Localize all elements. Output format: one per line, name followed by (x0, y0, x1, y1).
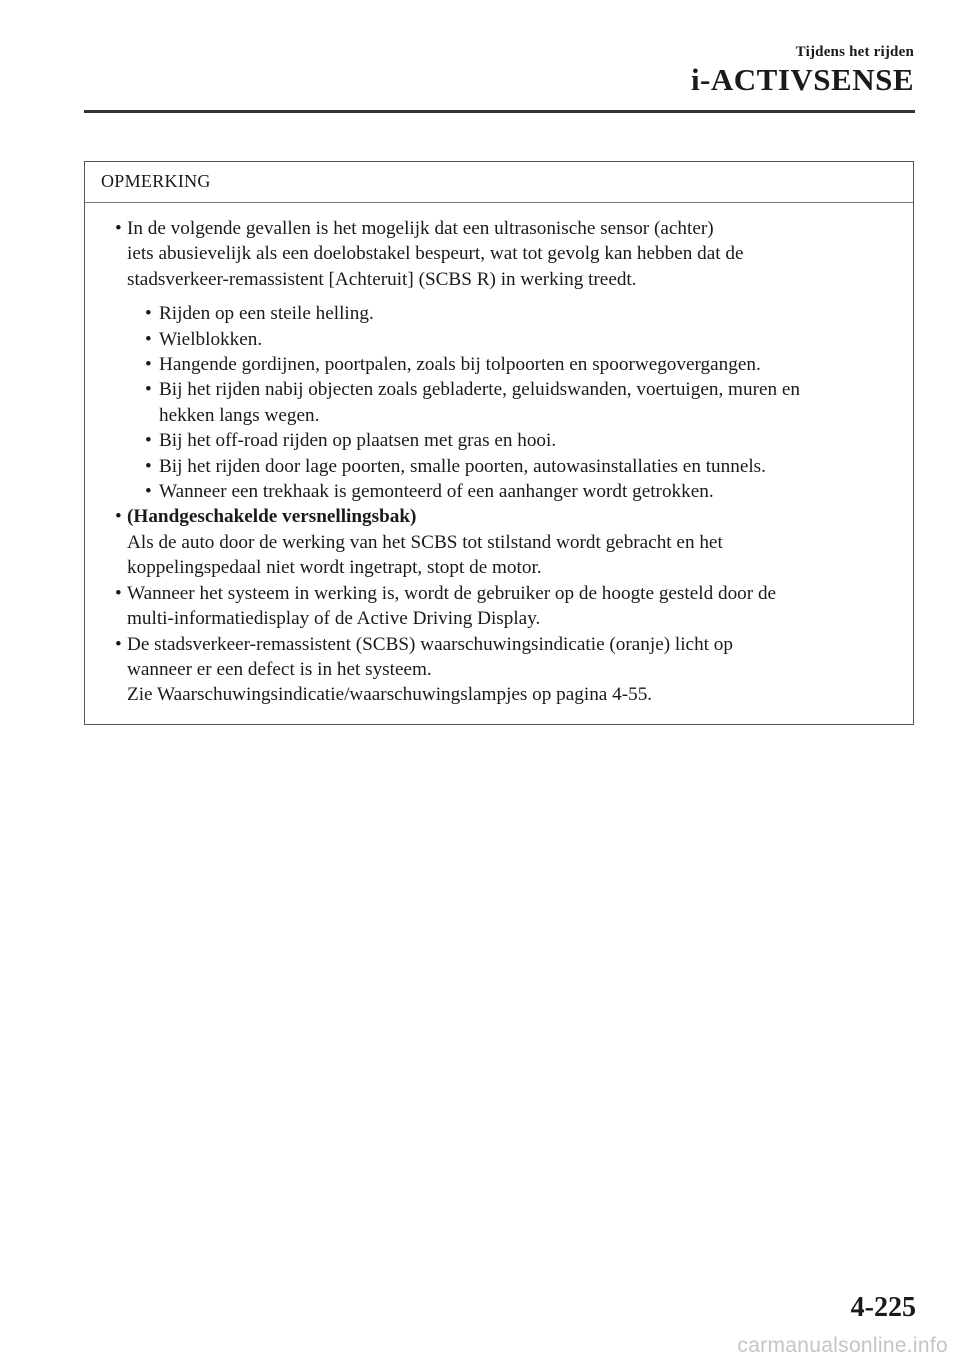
note-line: Als de auto door de werking van het SCBS tot stilstand wordt gebracht en het (127, 531, 723, 553)
bullet-icon: • (115, 633, 122, 655)
sublist-item (101, 479, 897, 504)
sublist-item (101, 428, 897, 453)
watermark: carmanualsonline.info (737, 1334, 948, 1357)
bullet-icon: • (145, 354, 152, 376)
note-line: De stadsverkeer-remassistent (SCBS) waarschuwingsindicatie (oranje) licht op (127, 633, 733, 655)
note-subheading: (Handgeschakelde versnellingsbak) (127, 506, 417, 528)
note-item-warning-indicator (101, 632, 897, 708)
cross-reference: Zie Waarschuwingsindicatie/waarschuwingslampjes op pagina 4-55. (127, 684, 653, 706)
note-item-notification (101, 581, 897, 632)
sublist-line: Rijden op een steile helling. (159, 303, 374, 325)
sublist-line: Bij het rijden door lage poorten, smalle poorten, autowasinstallaties en tunnels. (159, 455, 766, 477)
sublist-line: Bij het off-road rijden op plaatsen met gras en hooi. (159, 430, 557, 452)
bullet-icon: • (145, 430, 152, 452)
bullet-icon: • (115, 506, 122, 528)
header-rule (84, 110, 915, 113)
note-line: koppelingspedaal niet wordt ingetrapt, stopt de motor. (127, 557, 542, 579)
note-line: iets abusievelijk als een doelobstakel bespeurt, wat tot gevolg kan hebben dat de (127, 243, 744, 265)
sublist-item (101, 327, 897, 352)
note-item-manual-transmission (101, 504, 897, 580)
section-title: i-ACTIVSENSE (690, 62, 914, 97)
bullet-icon: • (115, 218, 122, 239)
page-number: 4-225 (850, 1292, 916, 1323)
note-body (85, 203, 913, 724)
note-line: Wanneer het systeem in werking is, wordt de gebruiker op de hoogte gesteld door de (127, 582, 777, 604)
note-line: wanneer er een defect is in het systeem. (127, 658, 432, 680)
sublist-line: Wielblokken. (159, 328, 263, 350)
sublist-line: Wanneer een trekhaak is gemonteerd of een aanhanger wordt getrokken. (159, 481, 714, 503)
sublist-line: Bij het rijden nabij objecten zoals gebladerte, geluidswanden, voertuigen, muren en (159, 379, 800, 401)
bullet-icon: • (145, 455, 152, 477)
bullet-icon: • (145, 379, 152, 401)
note-line: In de volgende gevallen is het mogelijk dat een ultrasonische sensor (achter) (127, 218, 714, 239)
sublist-item (101, 352, 897, 377)
note-title: OPMERKING (85, 162, 913, 203)
sublist-item (101, 301, 897, 326)
bullet-icon: • (145, 481, 152, 503)
bullet-icon: • (115, 582, 122, 604)
sublist-line: hekken langs wegen. (159, 404, 320, 426)
sublist (101, 301, 897, 504)
bullet-icon: • (145, 328, 152, 350)
note-line: multi-informatiedisplay of de Active Driving Display. (127, 608, 541, 630)
sublist-item (101, 377, 897, 428)
page-header (691, 44, 914, 95)
bullet-icon: • (145, 303, 152, 325)
chapter-title: Tijdens het rijden (795, 44, 914, 60)
sublist-item (101, 454, 897, 479)
note-line: stadsverkeer-remassistent [Achteruit] (SCBS R) in werking treedt. (127, 268, 637, 290)
sublist-line: Hangende gordijnen, poortpalen, zoals bij tolpoorten en spoorwegovergangen. (159, 354, 761, 376)
note-box (84, 161, 914, 725)
note-item-sensor (101, 216, 897, 292)
